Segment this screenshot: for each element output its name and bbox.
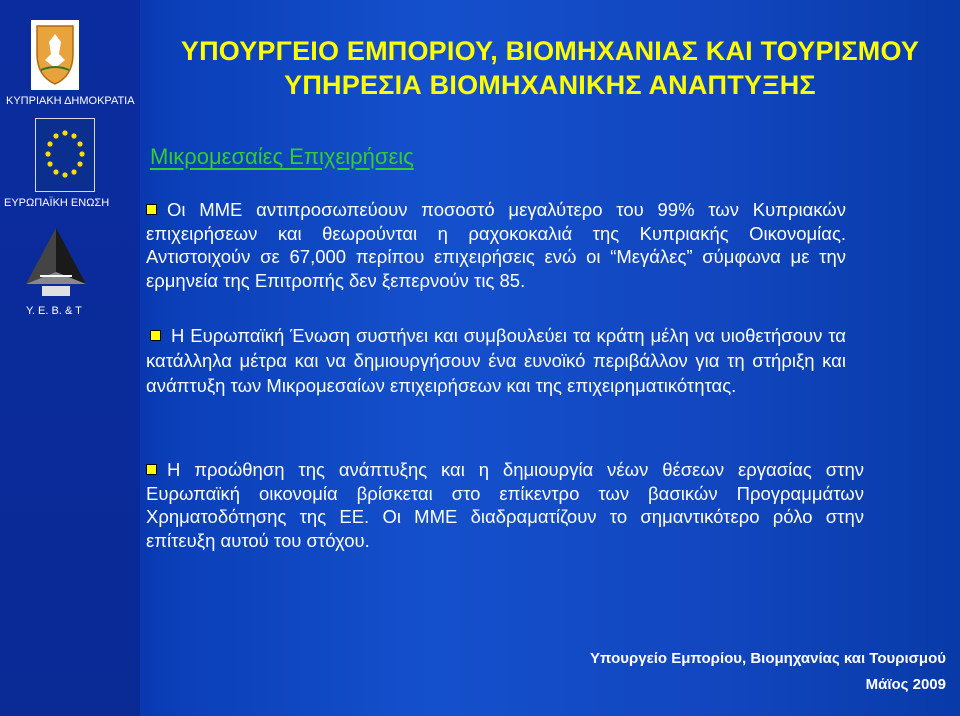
- bullet-icon: [146, 464, 157, 475]
- bullet-icon: [150, 330, 161, 341]
- paragraph-text: Η Ευρωπαϊκή Ένωση συστήνει και συμβουλεύει τα κράτη μέλη να υιοθετήσουν τα κατάλληλα μέτρα και να δημιουργήσουν ένα ευνοϊκό περιβάλλον για τη στήριξη και ανάπτυξη των Μικρομεσαίων επιχειρήσεων και της επιχειρηματικότητας.: [146, 325, 846, 396]
- ministry-abbrev-caption: Υ. Ε. Β. & Τ: [26, 305, 82, 317]
- paragraph-growth-promotion: [146, 458, 864, 552]
- paragraph-eu-recommendation: [146, 323, 846, 398]
- eu-flag-logo: [35, 118, 95, 192]
- paragraph-text: Οι ΜΜΕ αντιπροσωπεύουν ποσοστό μεγαλύτερο του 99% των Κυπριακών επιχειρήσεων και θεωρούνται η ραχοκοκαλιά της Κυπριακής Οικονομίας. Αντιστοιχούν σε 67,000 περίπου επιχειρήσεις ενώ οι “Μεγάλες” σύμφωνα με την ερμηνεία της Επιτροπής δεν ξεπερνούν τις 85.: [146, 199, 846, 291]
- bullet-icon: [146, 204, 157, 215]
- eu-caption: ΕΥΡΩΠΑΪΚΗ ΕΝΩΣΗ: [4, 197, 110, 209]
- section-title: Μικρομεσαίες Επιχειρήσεις: [150, 144, 414, 169]
- footer-ministry: Υπουργείο Εμπορίου, Βιομηχανίας και Τουρισμού: [590, 650, 946, 667]
- paragraph-text: Η προώθηση της ανάπτυξης και η δημιουργία νέων θέσεων εργασίας στην Ευρωπαϊκή οικονομία βρίσκεται στο επίκεντρο των βασικών Προγραμμάτων Χρηματοδότησης της ΕΕ. Οι ΜΜΕ διαδραματίζουν το σημαντικότερο ρόλο στην επίτευξη αυτού του στόχου.: [146, 459, 864, 551]
- footer-date: Μάϊος 2009: [865, 676, 946, 693]
- ministry-logo: [20, 224, 92, 302]
- cyprus-republic-caption: ΚΥΠΡΙΑΚΗ ΔΗΜΟΚΡΑΤΙΑ: [6, 95, 135, 107]
- left-sidebar: [0, 0, 140, 716]
- ministry-title: ΥΠΟΥΡΓΕΙΟ ΕΜΠΟΡΙΟΥ, ΒΙΟΜΗΧΑΝΙΑΣ ΚΑΙ ΤΟΥΡΙΣΜΟΥ: [180, 36, 920, 66]
- service-title: ΥΠΗΡΕΣΙΑ ΒΙΟΜΗΧΑΝΙΚΗΣ ΑΝΑΠΤΥΞΗΣ: [284, 70, 816, 100]
- cyprus-coat-of-arms-logo: [31, 20, 79, 90]
- paragraph-sme-share: [146, 198, 846, 292]
